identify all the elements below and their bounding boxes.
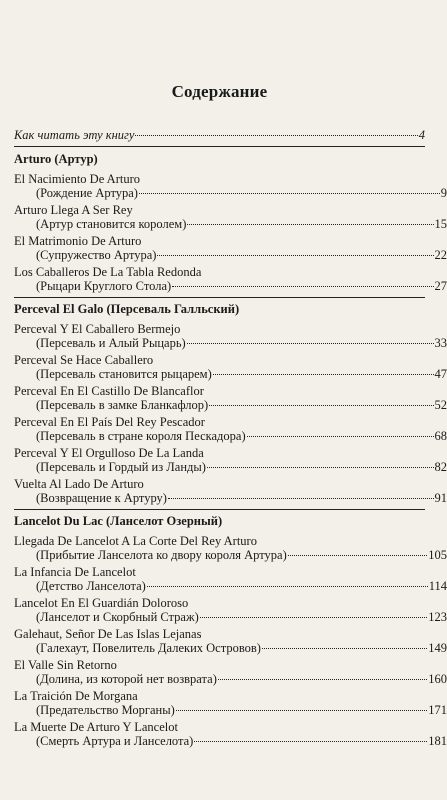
toc-entry-original: Lancelot En El Guardián Doloroso	[14, 596, 189, 610]
toc-intro-label: Как читать эту книгу	[14, 128, 135, 142]
toc-entry-page: 82	[434, 460, 447, 474]
toc-entry-original: Galehaut, Señor De Las Islas Lejanas	[14, 627, 202, 641]
toc-entry-page: 91	[434, 491, 447, 505]
toc-entry-translation: (Детство Ланселота)	[36, 579, 146, 593]
toc-entry-translation-row	[14, 367, 447, 382]
section-divider	[14, 297, 425, 298]
toc-entry-original: El Nacimiento De Arturo	[14, 172, 141, 186]
toc-entry-translation: (Галехаут, Повелитель Далеких Островов)	[36, 641, 261, 655]
toc-entry-original: Arturo Llega A Ser Rey	[14, 203, 133, 217]
dot-leader	[147, 586, 428, 587]
dot-leader	[157, 255, 433, 256]
section-divider	[14, 509, 425, 510]
toc-entry-original: El Matrimonio De Arturo	[14, 234, 142, 248]
toc-entry-translation-row	[14, 734, 447, 749]
toc-entry-original: Perceval Y El Orgulloso De La Landa	[14, 446, 204, 460]
toc-entry-translation-row	[14, 610, 447, 625]
toc-entry-translation-row	[14, 579, 447, 594]
dot-leader	[194, 741, 427, 742]
dot-leader	[187, 224, 433, 225]
toc-entry-translation: (Персеваль в стране короля Пескадора)	[36, 429, 246, 443]
section-heading: Arturo (Артур)	[14, 152, 98, 166]
toc-entry-translation: (Возвращение к Артуру)	[36, 491, 167, 505]
toc-entry-translation: (Рыцари Круглого Стола)	[36, 279, 172, 293]
toc-entry-translation: (Смерть Артура и Ланселота)	[36, 734, 194, 748]
toc-entry-original: La Infancia De Lancelot	[14, 565, 136, 579]
toc-entry-translation-row	[14, 672, 447, 687]
toc-entry-translation: (Прибытие Ланселота ко двору короля Артура)	[36, 548, 287, 562]
dot-leader	[288, 555, 428, 556]
dot-leader	[209, 405, 433, 406]
toc-intro-page: 4	[418, 128, 425, 142]
toc-entry-page: 114	[428, 579, 447, 593]
toc-entry-translation: (Персеваль и Гордый из Ланды)	[36, 460, 206, 474]
toc-entry-page: 9	[440, 186, 447, 200]
toc-entry-page: 181	[428, 734, 447, 748]
toc-entry-translation-row	[14, 248, 447, 263]
toc-entry-translation-row	[14, 186, 447, 201]
toc-entry-page: 15	[434, 217, 447, 231]
dot-leader	[187, 343, 434, 344]
section-heading: Lancelot Du Lac (Ланселот Озерный)	[14, 514, 223, 528]
toc-entry-translation-row	[14, 336, 447, 351]
toc-entry-original: El Valle Sin Retorno	[14, 658, 117, 672]
toc-entry-translation: (Предательство Морганы)	[36, 703, 175, 717]
toc-entry-translation-row	[14, 398, 447, 413]
toc-entry-translation: (Персеваль в замке Бланкафлор)	[36, 398, 209, 412]
toc-entry-translation-row	[14, 217, 447, 232]
toc-entry-original: Perceval Se Hace Caballero	[14, 353, 154, 367]
toc-entry-original: Los Caballeros De La Tabla Redonda	[14, 265, 202, 279]
toc-entry-translation-row	[14, 641, 447, 656]
dot-leader	[176, 710, 427, 711]
dot-leader	[168, 498, 434, 499]
toc-entry-page: 27	[434, 279, 447, 293]
toc-entry-page: 22	[434, 248, 447, 262]
dot-leader	[135, 135, 417, 136]
dot-leader	[200, 617, 427, 618]
toc-entry-original: Perceval Y El Caballero Bermejo	[14, 322, 181, 336]
toc-entry-page: 52	[434, 398, 447, 412]
section-heading: Perceval El Galo (Персеваль Галльский)	[14, 302, 240, 316]
dot-leader	[213, 374, 434, 375]
toc-entry-original: Perceval En El Castillo De Blancaflor	[14, 384, 204, 398]
dot-leader	[172, 286, 433, 287]
toc-entry-translation: (Супружество Артура)	[36, 248, 157, 262]
toc-entry-page: 33	[434, 336, 447, 350]
toc-entry-translation: (Рождение Артура)	[36, 186, 138, 200]
dot-leader	[207, 467, 434, 468]
toc-entry-page: 105	[428, 548, 447, 562]
toc-entry-page: 123	[428, 610, 447, 624]
dot-leader	[247, 436, 434, 437]
toc-entry-translation: (Артур становится королем)	[36, 217, 187, 231]
toc-entry-original: Llegada De Lancelot A La Corte Del Rey Arturo	[14, 534, 257, 548]
toc-entry-page: 149	[428, 641, 447, 655]
dot-leader	[218, 679, 427, 680]
toc-entry-translation: (Персеваль становится рыцарем)	[36, 367, 212, 381]
toc-entry-original: Perceval En El País Del Rey Pescador	[14, 415, 205, 429]
toc-entry-translation-row	[14, 429, 447, 444]
section-divider	[14, 146, 425, 147]
toc-entry-original: La Muerte De Arturo Y Lancelot	[14, 720, 178, 734]
toc-entry-translation-row	[14, 548, 447, 563]
toc-intro-entry	[14, 128, 425, 143]
dot-leader	[262, 648, 427, 649]
toc-entry-original: La Traición De Morgana	[14, 689, 138, 703]
toc-entry-translation-row	[14, 279, 447, 294]
toc-entry-translation: (Ланселот и Скорбный Страж)	[36, 610, 199, 624]
toc-entry-page: 68	[434, 429, 447, 443]
toc-entry-translation-row	[14, 703, 447, 718]
toc-entry-translation: (Долина, из которой нет возврата)	[36, 672, 217, 686]
toc-entry-page: 160	[428, 672, 447, 686]
page-title: Содержание	[171, 82, 268, 101]
toc-entry-translation: (Персеваль и Алый Рыцарь)	[36, 336, 186, 350]
toc-entry-page: 171	[428, 703, 447, 717]
dot-leader	[139, 193, 440, 194]
toc-entry-original: Vuelta Al Lado De Arturo	[14, 477, 144, 491]
toc-entry-translation-row	[14, 491, 447, 506]
toc-entry-page: 47	[434, 367, 447, 381]
toc-entry-translation-row	[14, 460, 447, 475]
